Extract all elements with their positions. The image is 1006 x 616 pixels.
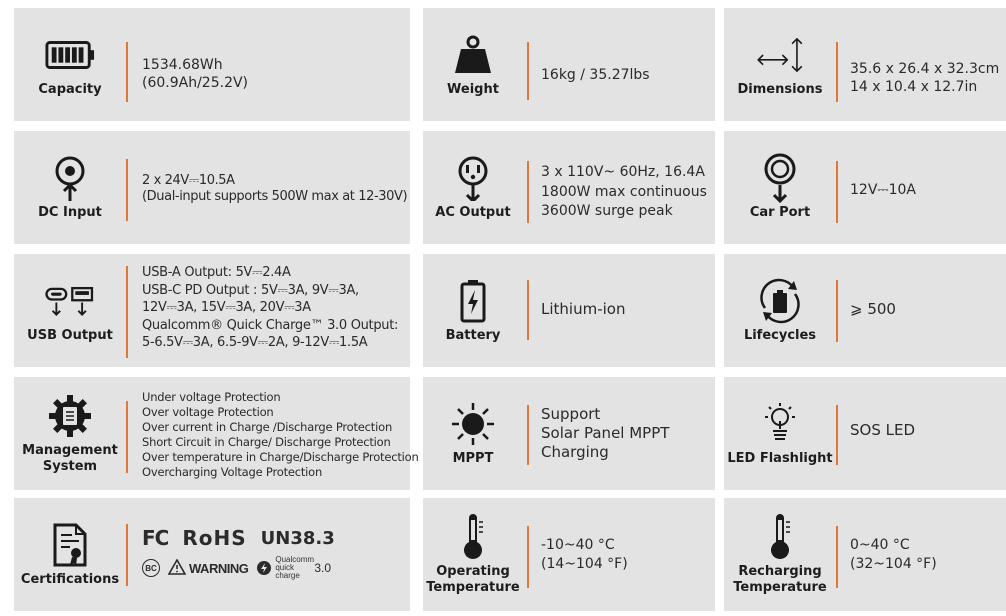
led-flashlight-value: SOS LED [850, 421, 916, 439]
dc-input-label: DC Input [38, 204, 102, 220]
mppt-cell [423, 377, 715, 490]
divider [836, 526, 838, 588]
battery-label: Battery [445, 327, 501, 343]
divider [126, 524, 128, 586]
divider [126, 159, 128, 221]
battery-value: Lithium-ion [541, 300, 626, 318]
gear-document-icon [45, 393, 95, 439]
usb-output-label: USB Output [27, 327, 113, 343]
mppt-label: MPPT [452, 450, 494, 466]
certifications-cell [14, 498, 410, 611]
divider [126, 266, 128, 358]
weight-label: Weight [447, 81, 499, 97]
battery-full-icon [45, 32, 95, 78]
car-port-label: Car Port [749, 204, 811, 220]
recharging-temperature-value: 0~40 °C (32~104 °F) [850, 537, 937, 572]
mppt-value: Support Solar Panel MPPT Charging [541, 405, 670, 461]
led-flashlight-cell [724, 377, 1006, 490]
divider [836, 280, 838, 342]
capacity-label: Capacity [38, 81, 102, 97]
usb-ports-icon [45, 278, 95, 324]
operating-temperature-label: Operating Temperature [426, 563, 520, 595]
ac-outlet-icon [448, 155, 498, 201]
usb-output-cell [14, 254, 410, 367]
battery-cell [423, 254, 715, 367]
divider [527, 405, 529, 465]
capacity-value: 1534.68Wh (60.9Ah/25.2V) [142, 57, 249, 91]
recharging-temperature-label: Recharging Temperature [733, 563, 827, 595]
divider [126, 42, 128, 102]
weight-value: 16kg / 35.27lbs [541, 67, 650, 83]
ac-output-cell [423, 131, 715, 244]
dimensions-value: 35.6 x 26.4 x 32.3cm 14 x 10.4 x 12.7in [850, 61, 1000, 95]
lifecycles-value: ⩾ 500 [850, 300, 896, 318]
management-system-cell [14, 377, 419, 490]
thermometer-icon [448, 514, 498, 560]
divider [126, 401, 128, 473]
dc-port-icon [45, 155, 95, 201]
divider [527, 280, 529, 340]
certification-marks [142, 526, 335, 580]
car-port-value: 12V⎓10A [850, 182, 916, 198]
certifications-label: Certifications [20, 571, 120, 587]
battery-cycle-icon [755, 278, 805, 324]
certificate-document-icon [45, 522, 95, 568]
bc-mark: BC [142, 559, 160, 577]
warning-text: WARNING [189, 560, 249, 576]
quick-charge-logo: Qualcomm quick charge 3.0 [256, 556, 331, 580]
quick-charge-icon [256, 560, 272, 576]
warning-triangle-icon [168, 559, 186, 578]
divider [836, 161, 838, 223]
lifecycles-cell [724, 254, 1006, 367]
dimensions-cell [724, 8, 1006, 121]
lightbulb-icon [755, 401, 805, 447]
management-system-value: Under voltage Protection Over voltage Protection Over current in Charge /Discharge Protection Short Circuit in Charge/ Discharge Protection Over temperature in Charge/Discharge Protection Overcharging Voltage Protection [142, 390, 419, 479]
weight-cell [423, 8, 715, 121]
divider [527, 526, 529, 588]
thermometer-icon [755, 514, 805, 560]
car-port-icon [755, 155, 805, 201]
rohs-mark: RoHS [182, 526, 247, 550]
car-port-cell [724, 131, 1006, 244]
divider [527, 42, 529, 100]
dc-input-value: 2 x 24V⎓10.5A (Dual-input supports 500W max at 12-30V) [142, 173, 408, 204]
led-flashlight-label: LED Flashlight [727, 450, 833, 466]
lifecycles-label: Lifecycles [743, 327, 817, 343]
capacity-cell [14, 8, 410, 121]
un383-mark: UN38.3 [260, 527, 335, 549]
fcc-mark: FC [142, 526, 169, 550]
divider [527, 161, 529, 223]
ac-output-value: 3 x 110V~ 60Hz, 16.4A 1800W max continuous 3600W surge peak [541, 164, 707, 219]
dimensions-label: Dimensions [737, 81, 823, 97]
recharging-temperature-cell [724, 498, 1006, 611]
sun-icon [448, 401, 498, 447]
management-system-label: Management System [22, 442, 118, 474]
operating-temperature-value: -10~40 °C (14~104 °F) [541, 537, 628, 572]
divider [836, 42, 838, 102]
usb-output-value: USB-A Output: 5V⎓2.4A USB-C PD Output : 5V⎓3A, 9V⎓3A, 12V⎓3A, 15V⎓3A, 20V⎓3A Qualcomm® Quick Charge™ 3.0 Output: 5-6.5V⎓3A, 6.5-9V⎓2A, 9-12V⎓1.5A [142, 265, 399, 350]
divider [836, 405, 838, 465]
operating-temperature-cell [423, 498, 715, 611]
ac-output-label: AC Output [435, 204, 511, 220]
weight-icon [448, 32, 498, 78]
dimensions-arrows-icon [755, 32, 805, 78]
battery-charging-icon [448, 278, 498, 324]
dc-input-cell [14, 131, 410, 244]
